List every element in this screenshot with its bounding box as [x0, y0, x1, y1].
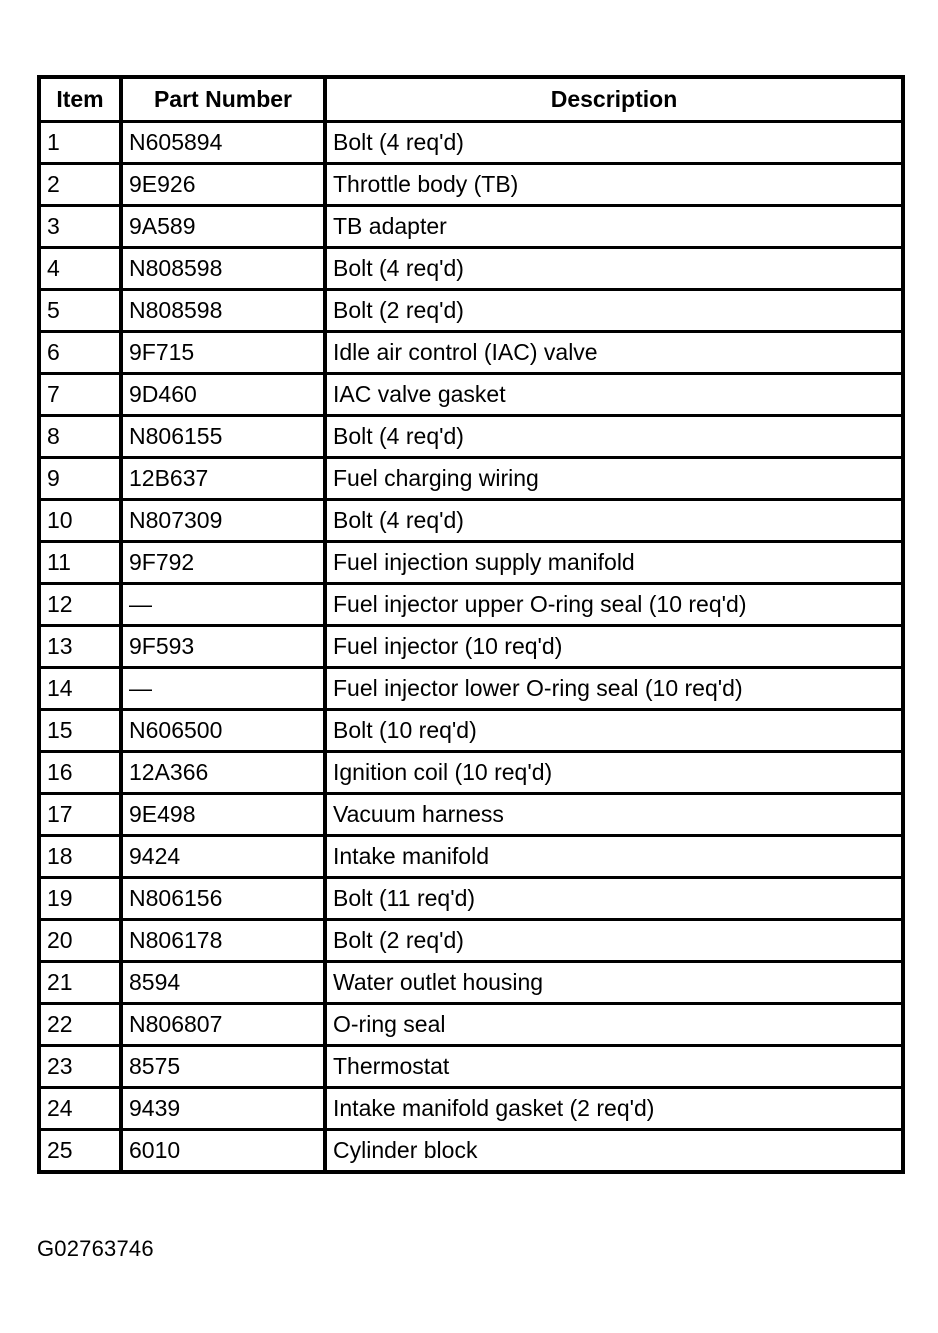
- description-cell: Cylinder block: [325, 1130, 903, 1173]
- description-cell: Thermostat: [325, 1046, 903, 1088]
- item-number-cell: 2: [39, 164, 121, 206]
- description-cell: Fuel injection supply manifold: [325, 542, 903, 584]
- item-number-cell: 22: [39, 1004, 121, 1046]
- table-row: [39, 836, 903, 878]
- part-number-cell: 9F792: [121, 542, 325, 584]
- description-cell: Bolt (4 req'd): [325, 248, 903, 290]
- description-cell: Bolt (2 req'd): [325, 920, 903, 962]
- description-cell: Fuel injector upper O-ring seal (10 req'd): [325, 584, 903, 626]
- table-row: [39, 1088, 903, 1130]
- part-number-cell: 9E926: [121, 164, 325, 206]
- table-row: [39, 1004, 903, 1046]
- header-part-number: Part Number: [121, 77, 325, 122]
- description-cell: TB adapter: [325, 206, 903, 248]
- item-number-cell: 23: [39, 1046, 121, 1088]
- item-number-cell: 25: [39, 1130, 121, 1173]
- item-number-cell: 16: [39, 752, 121, 794]
- description-cell: Ignition coil (10 req'd): [325, 752, 903, 794]
- item-number-cell: 19: [39, 878, 121, 920]
- description-cell: Bolt (2 req'd): [325, 290, 903, 332]
- item-number-cell: 13: [39, 626, 121, 668]
- table-row: [39, 794, 903, 836]
- table-row: [39, 668, 903, 710]
- item-number-cell: 18: [39, 836, 121, 878]
- item-number-cell: 11: [39, 542, 121, 584]
- table-row: [39, 164, 903, 206]
- item-number-cell: 21: [39, 962, 121, 1004]
- description-cell: Intake manifold: [325, 836, 903, 878]
- table-row: [39, 332, 903, 374]
- part-number-cell: N806156: [121, 878, 325, 920]
- part-number-cell: N807309: [121, 500, 325, 542]
- table-row: [39, 752, 903, 794]
- table-header-row: [39, 77, 903, 122]
- figure-code: G02763746: [37, 1236, 154, 1261]
- description-cell: Intake manifold gasket (2 req'd): [325, 1088, 903, 1130]
- part-number-cell: 8575: [121, 1046, 325, 1088]
- table-row: [39, 920, 903, 962]
- item-number-cell: 12: [39, 584, 121, 626]
- description-cell: Bolt (4 req'd): [325, 416, 903, 458]
- table-row: [39, 1046, 903, 1088]
- description-cell: Fuel injector (10 req'd): [325, 626, 903, 668]
- table-row: [39, 542, 903, 584]
- description-cell: Bolt (10 req'd): [325, 710, 903, 752]
- part-number-cell: 9E498: [121, 794, 325, 836]
- table-row: [39, 1130, 903, 1173]
- table-row: [39, 290, 903, 332]
- part-number-cell: 9D460: [121, 374, 325, 416]
- part-number-cell: N806178: [121, 920, 325, 962]
- table-row: [39, 206, 903, 248]
- part-number-cell: 6010: [121, 1130, 325, 1173]
- item-number-cell: 7: [39, 374, 121, 416]
- table-row: [39, 374, 903, 416]
- description-cell: Vacuum harness: [325, 794, 903, 836]
- table-row: [39, 458, 903, 500]
- part-number-cell: N806155: [121, 416, 325, 458]
- part-number-cell: 8594: [121, 962, 325, 1004]
- item-number-cell: 14: [39, 668, 121, 710]
- description-cell: IAC valve gasket: [325, 374, 903, 416]
- item-number-cell: 9: [39, 458, 121, 500]
- part-number-cell: N806807: [121, 1004, 325, 1046]
- part-number-cell: N808598: [121, 290, 325, 332]
- header-description: Description: [325, 77, 903, 122]
- part-number-cell: 12B637: [121, 458, 325, 500]
- part-number-cell: 9A589: [121, 206, 325, 248]
- description-cell: Bolt (4 req'd): [325, 500, 903, 542]
- part-number-cell: 9439: [121, 1088, 325, 1130]
- item-number-cell: 4: [39, 248, 121, 290]
- item-number-cell: 6: [39, 332, 121, 374]
- item-number-cell: 17: [39, 794, 121, 836]
- part-number-cell: —: [121, 668, 325, 710]
- description-cell: Fuel charging wiring: [325, 458, 903, 500]
- table-row: [39, 878, 903, 920]
- item-number-cell: 24: [39, 1088, 121, 1130]
- table-row: [39, 248, 903, 290]
- item-number-cell: 10: [39, 500, 121, 542]
- item-number-cell: 20: [39, 920, 121, 962]
- item-number-cell: 15: [39, 710, 121, 752]
- part-number-cell: N606500: [121, 710, 325, 752]
- part-number-cell: 9424: [121, 836, 325, 878]
- header-item: Item: [39, 77, 121, 122]
- item-number-cell: 5: [39, 290, 121, 332]
- table-row: [39, 626, 903, 668]
- table-row: [39, 122, 903, 164]
- description-cell: Water outlet housing: [325, 962, 903, 1004]
- table-row: [39, 710, 903, 752]
- part-number-cell: —: [121, 584, 325, 626]
- description-cell: O-ring seal: [325, 1004, 903, 1046]
- description-cell: Fuel injector lower O-ring seal (10 req'd): [325, 668, 903, 710]
- description-cell: Bolt (11 req'd): [325, 878, 903, 920]
- parts-table: [37, 75, 905, 1174]
- part-number-cell: N605894: [121, 122, 325, 164]
- part-number-cell: 9F715: [121, 332, 325, 374]
- part-number-cell: 12A366: [121, 752, 325, 794]
- item-number-cell: 3: [39, 206, 121, 248]
- description-cell: Bolt (4 req'd): [325, 122, 903, 164]
- item-number-cell: 8: [39, 416, 121, 458]
- part-number-cell: 9F593: [121, 626, 325, 668]
- table-row: [39, 500, 903, 542]
- description-cell: Throttle body (TB): [325, 164, 903, 206]
- table-row: [39, 962, 903, 1004]
- part-number-cell: N808598: [121, 248, 325, 290]
- item-number-cell: 1: [39, 122, 121, 164]
- description-cell: Idle air control (IAC) valve: [325, 332, 903, 374]
- table-row: [39, 416, 903, 458]
- table-row: [39, 584, 903, 626]
- table-body: [39, 122, 903, 1173]
